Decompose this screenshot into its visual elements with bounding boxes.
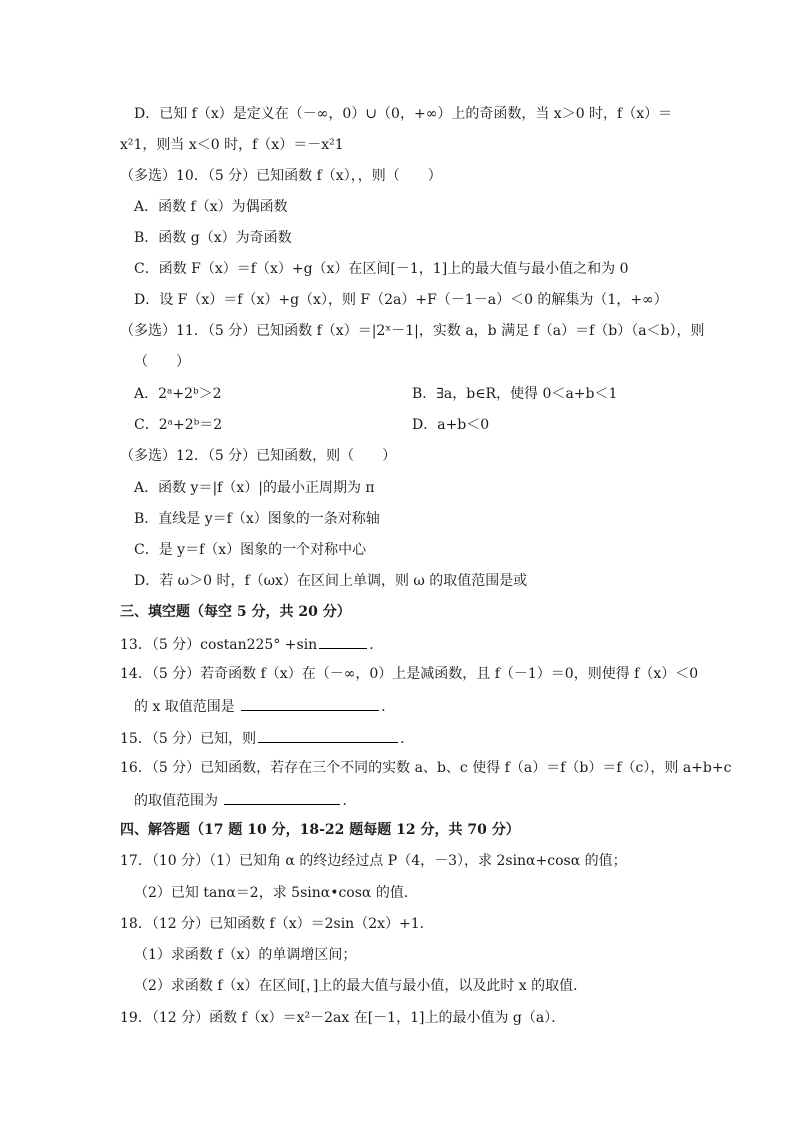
q19-line1: 19．（12 分）函数 f（x）＝x²－2ax 在[－1，1]上的最小值为 g（a）． [120, 1010, 566, 1026]
q12-option-d: D．若 ω＞0 时，f（ωx）在区间上单调，则 ω 的取值范围是或 [134, 573, 528, 589]
q11-option-d: D．a+b＜0 [412, 417, 490, 433]
q10-option-a: A．函数 f（x）为偶函数 [134, 199, 288, 215]
q10-stem: （多选）10．（5 分）已知函数 f（x），，则（ ） [120, 168, 442, 184]
q12-stem: （多选）12．（5 分）已知函数，则（ ） [120, 448, 397, 464]
q14-text: 的 x 取值范围是 [134, 699, 235, 715]
q10-option-b: B．函数 g（x）为奇函数 [134, 230, 292, 246]
q14-answer-blank[interactable] [241, 695, 379, 711]
q10-option-d: D．设 F（x）＝f（x）+g（x），则 F（2a）+F（－1－a）＜0 的解集为（1，+∞） [134, 292, 668, 308]
q9-option-d-line2: x²1，则当 x＜0 时，f（x）＝－x²1 [120, 137, 344, 153]
q15-answer-blank[interactable] [258, 727, 398, 743]
q16-text: 的取值范围为 [134, 793, 218, 809]
q16-line1: 16．（5 分）已知函数，若存在三个不同的实数 a、b、c 使得 f（a）＝f（b）＝f（c），则 a+b+c [120, 760, 732, 776]
q16-end: ． [342, 793, 357, 809]
q11-stem-line2: （ ） [134, 354, 190, 370]
q13-answer-blank[interactable] [319, 633, 367, 649]
q11-option-a: A．2ᵃ+2ᵇ＞2 [134, 386, 222, 402]
q12-option-b: B．直线是 y＝f（x）图象的一条对称轴 [134, 511, 380, 527]
q11-option-c: C．2ᵃ+2ᵇ＝2 [134, 417, 223, 433]
q18-line1: 18．（12 分）已知函数 f（x）＝2sin（2x）+1． [120, 916, 434, 932]
section-3-title: 三、填空题（每空 5 分，共 20 分） [120, 604, 351, 620]
q15 [120, 727, 414, 749]
q18-line3: （2）求函数 f（x）在区间[，]上的最大值与最小值，以及此时 x 的取值． [134, 978, 588, 994]
q17-line1: 17．（10 分）（1）已知角 α 的终边经过点 P（4，－3），求 2sinα+cosα 的值； [120, 853, 627, 869]
q12-option-c: C．是 y＝f（x）图象的一个对称中心 [134, 542, 367, 558]
q18-line2: （1）求函数 f（x）的单调增区间； [134, 947, 357, 963]
q9-option-d-line1: D．已知 f（x）是定义在（－∞，0）∪（0，+∞）上的奇函数，当 x＞0 时，f（x）＝ [134, 106, 673, 122]
section-4-title: 四、解答题（17 题 10 分，18-22 题每题 12 分，共 70 分） [120, 822, 520, 838]
q15-end: ． [400, 731, 415, 747]
q12-option-a: A．函数 y＝|f（x）|的最小正周期为 π [134, 480, 375, 496]
q14-end: ． [381, 699, 396, 715]
q13-text: 13．（5 分）costan225° +sin [120, 637, 318, 653]
q11-option-b: B．∃a，b∈R，使得 0＜a+b＜1 [412, 386, 618, 402]
q16-line2 [134, 789, 356, 811]
q17-line2: （2）已知 tanα＝2，求 5sinα•cosα 的值． [134, 885, 418, 901]
q14-line1: 14．（5 分）若奇函数 f（x）在（－∞，0）上是减函数，且 f（－1）＝0，则使得 f（x）＜0 [120, 666, 699, 682]
q16-answer-blank[interactable] [224, 789, 340, 805]
q13 [120, 633, 383, 655]
q11-stem-line1: （多选）11．（5 分）已知函数 f（x）＝|2ˣ－1|，实数 a，b 满足 f（a）＝f（b）（a＜b），则 [120, 323, 705, 339]
q14-line2 [134, 695, 395, 717]
q10-option-c: C．函数 F（x）＝f（x）+g（x）在区间[－1，1]上的最大值与最小值之和为 0 [134, 261, 629, 277]
q13-end: ． [369, 637, 384, 653]
q15-text: 15．（5 分）已知，则 [120, 731, 257, 747]
